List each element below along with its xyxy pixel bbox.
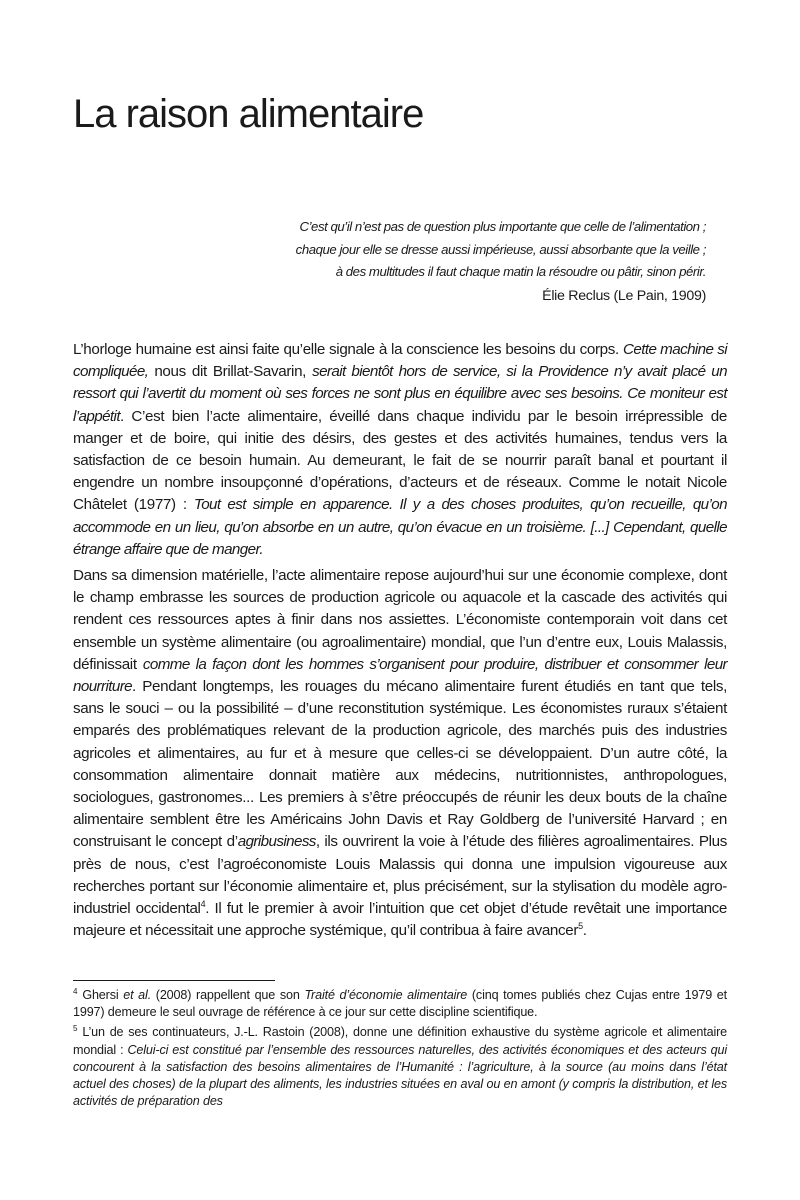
text-run: . C’est bien l’acte alimentaire, éveillé dans chaque individu par le besoin irrépressible de manger et de boire, qui initie des désirs, des gestes et des activités humaines, tendus vers la satisfaction de ce besoin humain. Au demeurant, le fait de se nourrir paraît banal et pourtant il engendre un nombre insoupçonné d’opérations, d’acteurs et de réseaux. Comme le notait Nicole Châtelet (1977) : [73, 407, 727, 514]
body-text [73, 339, 727, 946]
epigraph-line: chaque jour elle se dresse aussi impérieuse, aussi absorbante que la veille ; [295, 241, 706, 257]
paragraph-2 [73, 565, 727, 942]
italic-quote: comme la façon dont les hommes s’organisent pour produire, distribuer et consommer leur nourriture [73, 655, 727, 696]
text-run: . Pendant longtemps, les rouages du mécano alimentaire furent étudiés en tant que tels, sans le souci – ou la possibilité – d’une reconstitution systémique. Les économistes ruraux s’étaient emparés des problématiques relevant de la production agricole, des marchés puis des industries agricoles et alimentaires, au fur et à mesure que celles-ci se développaient. D’un autre côté, la consommation alimentaire donnait matière aux médecins, nutritionnistes, anthropologues, sociologues, gastronomes... Les premiers à s’être préoccupés de réunir les deux bouts de la chaîne alimentaire semblent être les Américains John Davis et Ray Goldberg de l’université Harvard ; en construisant le concept d’ [73, 678, 727, 851]
text-run: , ils ouvrirent la voie à l’étude des filières agroalimentaires. Plus près de nous, c’est l’agroéconomiste Louis Malassis qui donna une impulsion vigoureuse aux recherches portant sur l’économie alimentaire et, plus précisément, sur la stylisation du modèle agro-industriel occidental [73, 833, 727, 918]
text-run: nous dit Brillat-Savarin, [148, 363, 313, 381]
text-run: . Il fut le premier à avoir l’intuition que cet objet d’étude revêtait une importance majeure et nécessitait une approche systémique, qu’il contribua à faire avancer [73, 900, 728, 940]
text-run: (cinq tomes publiés chez Cujas entre 1979 et 1997) demeure le seul ouvrage de référence à ce jour sur cette discipline scientifique. [73, 988, 727, 1020]
footnote-number: 4 [73, 986, 78, 996]
book-title: Traité d’économie alimentaire [304, 988, 468, 1002]
footnote-5 [73, 1024, 727, 1110]
paragraph-1 [73, 339, 727, 561]
epigraph-line: à des multitudes il faut chaque matin la résoudre ou pâtir, sinon périr. [335, 264, 706, 279]
footnote-ref-4[interactable]: 4 [200, 899, 206, 910]
text-run: L’un de ses continuateurs, J.-L. Rastoin (2008), donne une définition exhaustive du système agricole et alimentaire mondial : [73, 1025, 727, 1057]
text-run: (2008) rappellent que son [151, 988, 305, 1002]
italic-quote: Cette machine si compliquée, [73, 341, 728, 381]
italic-term: agribusiness [237, 833, 316, 851]
text-run: Dans sa dimension matérielle, l’acte alimentaire repose aujourd’hui sur une économie complexe, dont le champ embrasse les sources de production agricole ou aquacole et la cascade des activités qui rendent ces ressources aptes à finir dans nos assiettes. L’économiste contemporain voit dans cet ensemble un système alimentaire (ou agroalimentaire) mondial, que l’un d’entre eux, Louis Malassis, définissait [73, 567, 727, 673]
text-run: Ghersi [82, 988, 124, 1002]
text-run: L’horloge humaine est ainsi faite qu’elle signale à la conscience les besoins du corps. [73, 341, 624, 358]
footnote-number: 5 [73, 1024, 78, 1034]
text-run: . [582, 922, 587, 940]
page-title: La raison alimentaire [73, 92, 424, 136]
epigraph [186, 216, 706, 308]
italic-quote: Celui-ci est constitué par l’ensemble des ressources naturelles, des activités économiques et des acteurs qui concourent à la satisfaction des besoins alimentaires de l’Humanité : l’agriculture, à la source (au moins dans l’état actuel des choses) de la plupart des aliments, les industries situées en aval ou en amont (y compris la distribution, et les activités de préparation des [73, 1042, 727, 1109]
footnote-divider [73, 980, 275, 981]
footnote-ref-5[interactable]: 5 [578, 921, 583, 932]
footnotes [73, 987, 727, 1113]
italic-quote: serait bientôt hors de service, si la Providence n’y avait placé un ressort qui l’avertit du moment où ses forces ne sont plus en équilibre avec ses besoins. Ce moniteur est l’appétit [73, 363, 727, 425]
italic-quote: Tout est simple en apparence. Il y a des choses produites, qu’on recueille, qu’on accommode en un lieu, qu’on absorbe en un autre, qu’on évacue en un troisième. [...] Cependant, quelle étrange affaire que de manger. [73, 496, 727, 558]
epigraph-source: Élie Reclus (Le Pain, 1909) [542, 287, 706, 304]
footnote-4 [73, 987, 727, 1021]
epigraph-line: C’est qu’il n’est pas de question plus importante que celle de l’alimentation ; [299, 219, 706, 234]
italic-term: et al. [123, 988, 152, 1002]
